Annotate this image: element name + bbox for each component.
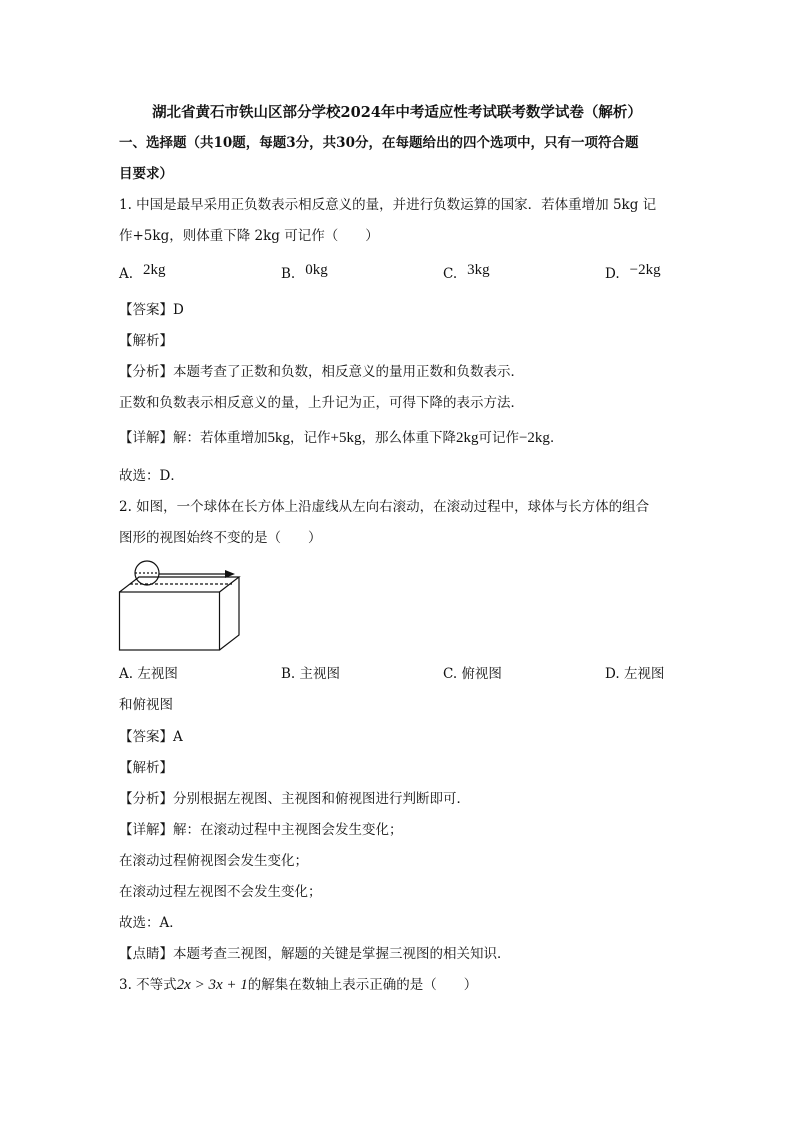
option-value: 3kg [467,262,490,278]
q1-fenxi: 【分析】本题考查了正数和负数，相反意义的量用正数和负数表示． [119,364,524,380]
detail-text: ． [549,430,564,446]
ball-on-cuboid-figure [118,560,248,655]
detail-math: 2kg [455,430,479,446]
section-heading: 一、选择题（共10题，每题3分，共30分，在每题给出的四个选项中，只有一项符合题 [119,135,639,151]
q1-stem-cont: 作+5kg，则体重下降 2kg 可记作（ ） [119,228,379,244]
option-letter: B. [281,266,296,282]
document-title: 湖北省黄石市铁山区部分学校2024年中考适应性考试联考数学试卷（解析） [152,104,642,121]
q1-analysis-label: 【解析】 [119,333,173,349]
q2-stem-cont: 图形的视图始终不变的是（ ） [119,530,322,546]
option-letter: D. [605,666,620,682]
q2-option-d [605,664,664,684]
q1-detail [119,428,563,448]
option-letter: A. [119,666,134,682]
q1-option-a [119,264,166,284]
option-letter: B. [281,666,296,682]
option-letter: A. [119,266,134,282]
q2-analysis-label: 【解析】 [119,760,173,776]
option-value: −2kg [629,262,661,278]
q2-choose: 故选：A． [119,915,183,931]
option-text: 左视图 [623,666,665,682]
option-value: 0kg [305,262,328,278]
cuboid-front-face [120,592,220,650]
q2-answer: 【答案】A [119,729,183,745]
option-value: 2kg [143,262,166,278]
detail-math: 5kg [267,430,290,446]
detail-math: +5kg [330,430,362,446]
q2-option-b [281,664,340,684]
option-text: 俯视图 [461,666,502,682]
q2-dianjing: 【点睛】本题考查三视图，解题的关键是掌握三视图的相关知识． [119,946,511,962]
q1-stem: 1. 中国是最早采用正负数表示相反意义的量，并进行负数运算的国家．若体重增加 5kg 记 [119,197,657,213]
q1-option-d [605,264,661,284]
q2-option-d-cont: 和俯视图 [119,697,173,713]
option-letter: C. [443,266,458,282]
q2-detail-3: 在滚动过程左视图不会发生变化； [119,884,322,900]
section-heading-cont: 目要求） [119,166,173,182]
detail-text: 【详解】解：若体重增加 [119,430,268,446]
cuboid-right-face [220,577,240,650]
q3-stem-text: 3. 不等式 [119,977,177,993]
q1-option-c [443,264,490,284]
q1-choose: 故选：D． [119,468,184,484]
option-letter: D. [605,266,620,282]
q2-stem: 2. 如图，一个球体在长方体上沿虚线从左向右滚动，在滚动过程中，球体与长方体的组合 [119,499,650,515]
detail-text: ，那么体重下降 [361,430,456,446]
detail-text: ，记作 [290,430,331,446]
q2-option-a [119,664,178,684]
q1-fenxi-cont: 正数和负数表示相反意义的量，上升记为正，可得下降的表示方法． [119,395,524,411]
option-text: 主视图 [299,666,341,682]
detail-math: −2kg [518,430,550,446]
q3-stem [119,975,477,995]
q2-detail-2: 在滚动过程俯视图会发生变化； [119,853,308,869]
q1-answer: 【答案】D [119,302,184,318]
q1-option-b [281,264,328,284]
q2-fenxi: 【分析】分别根据左视图、主视图和俯视图进行判断即可． [119,791,470,807]
q3-inequality: 2x > 3x + 1 [176,977,248,993]
option-text: 左视图 [137,666,178,682]
q3-stem-text: 的解集在数轴上表示正确的是（ ） [247,977,478,993]
detail-text: 可记作 [478,430,519,446]
option-letter: C. [443,666,458,682]
q2-detail-1: 【详解】解：在滚动过程中主视图会发生变化； [119,822,403,838]
q2-option-c [443,664,502,684]
